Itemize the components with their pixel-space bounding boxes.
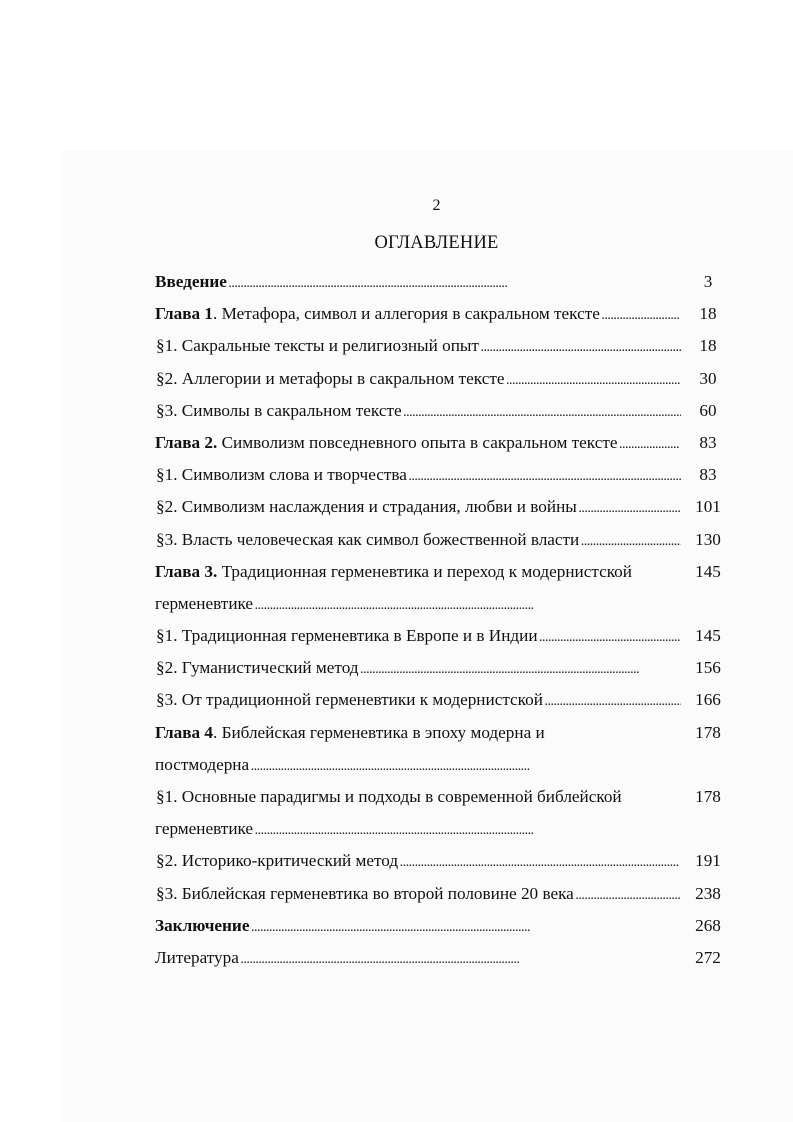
toc-entry-text	[156, 684, 681, 718]
toc-entry	[155, 813, 725, 845]
toc-entry	[155, 717, 725, 749]
toc-entry	[155, 556, 725, 588]
toc-entry-text	[156, 395, 681, 429]
toc-entry-text	[155, 588, 680, 622]
toc-entry-text	[156, 524, 681, 558]
toc-entry-bold: Введение	[155, 272, 227, 291]
toc-entry	[155, 749, 725, 781]
toc-entry-label: §2. Гуманистический метод	[156, 658, 359, 678]
toc-entry-text	[155, 910, 680, 944]
toc-entry-page: 268	[695, 915, 721, 935]
toc-entry	[155, 459, 725, 491]
table-of-contents	[155, 266, 725, 974]
toc-entry	[155, 395, 725, 427]
toc-entry	[155, 588, 725, 620]
toc-entry	[155, 910, 725, 942]
toc-entry	[155, 427, 725, 459]
toc-entry-page: 156	[695, 658, 721, 678]
toc-entry	[155, 781, 725, 813]
toc-entry-text	[156, 620, 681, 654]
toc-entry-text	[155, 298, 680, 332]
toc-entry-text	[156, 363, 681, 397]
toc-entry-text	[155, 813, 680, 847]
toc-entry-page: 238	[695, 883, 721, 903]
toc-entry-label: постмодерна	[155, 754, 250, 774]
toc-entry-label: §1. Основные парадигмы и подходы в современной библейской	[156, 787, 622, 806]
toc-entry-label: §2. Историко-критический метод	[156, 851, 399, 871]
toc-entry-page: 83	[699, 465, 717, 485]
toc-entry-label: Литература	[155, 947, 239, 967]
toc-entry-bold: Глава 2.	[155, 432, 218, 452]
toc-entry-page: 272	[695, 947, 721, 967]
toc-entry-label: Традиционная герменевтика и переход к модернистской	[217, 561, 632, 581]
toc-entry-page: 3	[703, 272, 713, 291]
toc-entry-text	[155, 266, 680, 300]
toc-entry-label: §3. Символы в сакральном тексте	[156, 400, 402, 420]
toc-entry-label: . Библейская герменевтика в эпоху модерна и	[213, 722, 545, 742]
toc-entry	[155, 620, 725, 652]
toc-entry-text	[156, 459, 681, 493]
toc-entry-text	[156, 330, 681, 364]
toc-entry-page: 18	[699, 304, 717, 324]
toc-entry-page: 145	[695, 626, 721, 646]
toc-entry-label: §3. Библейская герменевтика во второй половине 20 века	[156, 883, 574, 903]
toc-entry-text	[156, 652, 681, 686]
toc-entry-bold: Глава 4	[155, 722, 213, 742]
toc-entry-text	[155, 749, 680, 783]
toc-entry-text	[156, 781, 681, 815]
toc-entry-bold: Глава 1	[155, 304, 213, 324]
toc-entry	[155, 845, 725, 877]
toc-entry-page: 30	[699, 368, 717, 388]
toc-entry	[155, 363, 725, 395]
toc-entry-text	[155, 942, 680, 976]
toc-entry-label: Символизм повседневного опыта в сакральном тексте	[217, 432, 618, 452]
toc-entry-bold: Глава 3.	[155, 561, 218, 581]
toc-entry-label: §1. Сакральные тексты и религиозный опыт	[156, 336, 479, 356]
toc-entry	[155, 878, 725, 910]
toc-entry-label: герменевтике	[155, 593, 254, 613]
toc-entry-text	[155, 556, 680, 590]
toc-entry-page: 178	[695, 787, 721, 806]
toc-entry-page: 60	[699, 400, 717, 420]
toc-entry	[155, 942, 725, 974]
toc-entry-text	[156, 878, 681, 912]
toc-entry-text	[156, 491, 681, 525]
toc-entry-page: 83	[699, 432, 717, 452]
toc-entry	[155, 266, 725, 298]
toc-entry	[155, 298, 725, 330]
toc-entry-page: 130	[695, 529, 721, 549]
toc-entry-label: §3. Власть человеческая как символ божественной власти	[156, 529, 580, 549]
toc-entry-label: §2. Символизм наслаждения и страдания, любви и войны	[156, 497, 577, 517]
toc-entry-label: §1. Символизм слова и творчества	[156, 465, 407, 485]
toc-entry-page: 18	[699, 336, 717, 356]
toc-entry-text	[156, 845, 681, 879]
toc-entry-label: §3. От традиционной герменевтики к модернистской	[156, 690, 543, 710]
toc-entry-label: §1. Традиционная герменевтика в Европе и в Индии	[156, 626, 538, 646]
toc-entry-bold: Заключение	[155, 915, 250, 935]
toc-entry	[155, 684, 725, 716]
toc-entry-label: . Метафора, символ и аллегория в сакральном тексте	[213, 304, 600, 324]
toc-entry-text	[155, 427, 680, 461]
toc-entry-text	[155, 717, 680, 751]
toc-entry	[155, 330, 725, 362]
toc-entry-page: 145	[695, 561, 721, 581]
page-number: 2	[432, 197, 441, 214]
toc-entry-label: §2. Аллегории и метафоры в сакральном тексте	[156, 368, 505, 388]
toc-entry	[155, 524, 725, 556]
toc-entry	[155, 652, 725, 684]
toc-entry-page: 166	[695, 690, 721, 710]
toc-entry-label: герменевтике	[155, 819, 254, 839]
toc-title: ОГЛАВЛЕНИЕ	[374, 233, 499, 253]
toc-entry-page: 101	[695, 497, 721, 517]
toc-entry	[155, 491, 725, 523]
toc-entry-page: 178	[695, 722, 721, 742]
toc-entry-page: 191	[695, 851, 721, 871]
